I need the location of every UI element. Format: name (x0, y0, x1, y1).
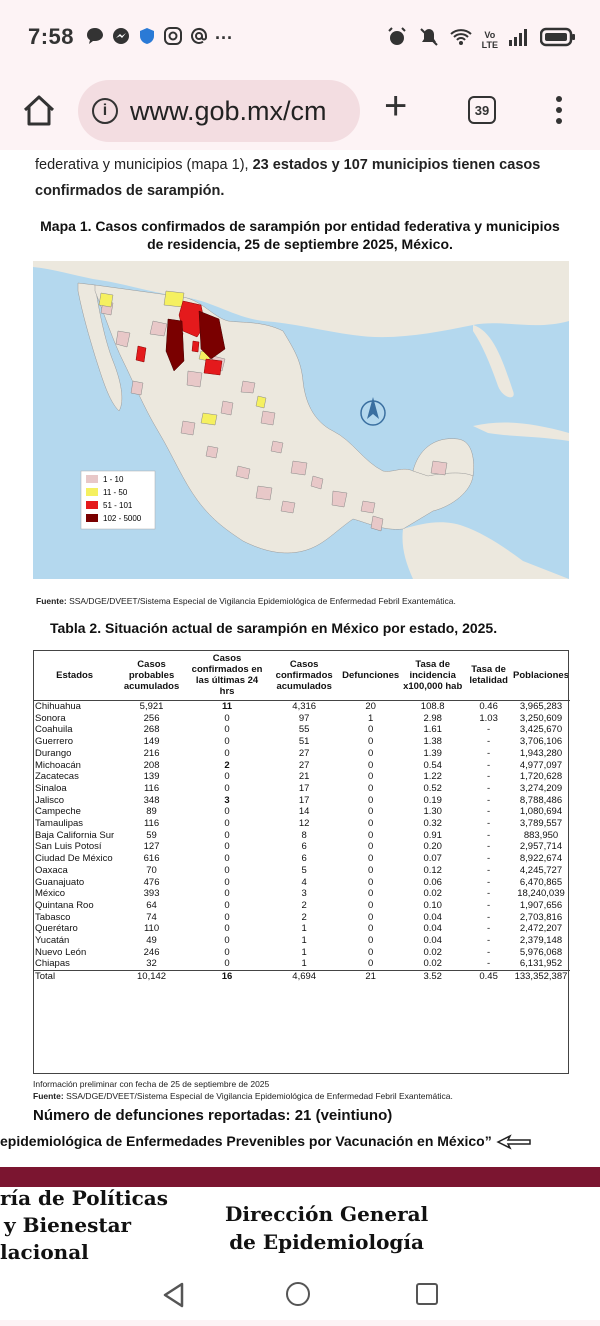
table-cell: - (487, 771, 491, 783)
table-cell: 6 (301, 853, 307, 865)
table-cell: Zacatecas (35, 771, 79, 783)
table-cell: 1.03 (479, 712, 498, 724)
chat-icon (85, 26, 105, 51)
table-row (33, 783, 570, 795)
table-cell: Yucatán (35, 935, 70, 947)
table-cell: - (487, 864, 491, 876)
table-cell: 20 (365, 701, 376, 712)
table-cell: 0 (224, 712, 230, 724)
table-cell: San Luis Potosí (35, 841, 102, 853)
table-row (33, 900, 570, 912)
recents-button[interactable] (416, 1283, 438, 1305)
table-cell: 1.30 (423, 806, 442, 818)
status-time: 7:58 (28, 24, 75, 49)
table-cell: 133,352,387 (512, 971, 570, 983)
table-cell: - (487, 911, 491, 923)
table-cell: 5,976,068 (519, 946, 563, 958)
table-cell: 6,131,952 (519, 958, 563, 970)
table-cell: 0.02 (423, 888, 442, 900)
table-cell: 0.91 (423, 829, 442, 841)
home-button[interactable] (20, 92, 58, 130)
table-cell: 1,907,656 (519, 899, 563, 911)
table-header-cell: Casos probables acumulados (116, 650, 187, 701)
table-cell: 4,694 (267, 971, 341, 983)
table-cell: 0 (224, 946, 230, 958)
legend-swatch-1 (86, 475, 98, 483)
table-cell: 1 (301, 958, 307, 970)
table-cell: 21 (298, 771, 310, 783)
table-cell: 1.38 (423, 736, 442, 748)
table-cell: - (487, 782, 491, 794)
table-cell: 0 (224, 899, 230, 911)
address-bar[interactable] (78, 80, 360, 142)
table-row (33, 841, 570, 853)
table-cell: 0 (368, 818, 374, 830)
table-cell: - (487, 935, 491, 947)
table-cell: 8,788,486 (519, 794, 563, 806)
table-cell: 4,316 (292, 701, 317, 712)
table-row (33, 818, 570, 830)
table-cell: Baja California Sur (35, 829, 115, 841)
table-cell: 0 (368, 771, 374, 783)
table-cell: 1 (301, 935, 307, 947)
table-cell: 0.19 (423, 794, 442, 806)
table-cell: 0 (368, 899, 374, 911)
table-cell: 0 (368, 736, 374, 748)
status-bar (0, 0, 600, 74)
table-cell: 27 (298, 759, 310, 771)
table-cell: 51 (298, 736, 310, 748)
table-cell: 14 (298, 806, 310, 818)
table-cell: 883,950 (523, 829, 559, 841)
table-row (33, 760, 570, 772)
system-nav-bar (0, 1262, 600, 1326)
table-cell: Coahuila (35, 724, 73, 736)
table-row (33, 935, 570, 947)
table-cell: 27 (298, 747, 310, 759)
table-cell: 10,142 (116, 971, 187, 983)
table-cell: 8,922,674 (519, 853, 563, 865)
table-cell: Campeche (35, 806, 81, 818)
table-cell: 2,472,207 (519, 923, 563, 935)
table-cell: 32 (146, 958, 157, 970)
table-cell: 59 (146, 829, 157, 841)
table-cell: 0 (224, 829, 230, 841)
intro-prefix: federativa y municipios (mapa 1), (35, 157, 253, 173)
measles-map (33, 261, 569, 579)
table-cell: 0.04 (423, 923, 442, 935)
table-cell: 616 (143, 853, 160, 865)
table-cell: Jalisco (35, 794, 65, 806)
legend-label-3: 51 - 101 (103, 501, 133, 510)
footer-left-text: ría de Políticas y Bienestar lacional (0, 1186, 168, 1264)
table-cell: 0 (368, 759, 374, 771)
page-content (0, 150, 600, 1320)
table-cell: 0.07 (423, 853, 442, 865)
table-cell: Durango (35, 747, 72, 759)
table-cell: 208 (143, 759, 160, 771)
alarm-icon (386, 26, 408, 53)
legend-label-1: 1 - 10 (103, 475, 124, 484)
table-cell: 3,425,670 (519, 724, 563, 736)
table-cell: 0.06 (423, 876, 442, 888)
table-cell: 0 (368, 935, 374, 947)
footer-right-text: Dirección General de Epidemiología (225, 1202, 429, 1254)
table-header-cell: Casos confirmados acumulados (267, 650, 341, 701)
table-cell: - (487, 829, 491, 841)
table-cell: 0.32 (423, 818, 442, 830)
table-cell: 0.54 (423, 759, 442, 771)
table-cell: 0 (368, 806, 374, 818)
table-header-cell: Poblaciones (512, 650, 570, 701)
table-cell: - (487, 818, 491, 830)
table-cell: - (487, 853, 491, 865)
map-title: Mapa 1. Casos confirmados de sarampión por entidad federativa y municipios de residencia, 25 de septiembre 2025, México. (40, 218, 560, 252)
table-cell: 0 (368, 946, 374, 958)
table-cell: - (487, 841, 491, 853)
table-row (33, 958, 570, 970)
table-cell: 2,957,714 (519, 841, 563, 853)
table-cell: 16 (187, 971, 267, 983)
table-cell: 0 (368, 853, 374, 865)
table-cell: 0.04 (423, 935, 442, 947)
map-legend (81, 471, 155, 529)
table-cell: 0.52 (423, 782, 442, 794)
table-cell: 348 (143, 794, 160, 806)
notification-icons (85, 26, 233, 51)
table-row (33, 888, 570, 900)
footer-band (0, 1167, 600, 1187)
table-cell: - (487, 923, 491, 935)
legend-label-4: 102 - 5000 (103, 514, 142, 523)
table-row (33, 947, 570, 959)
url-text[interactable]: www.gob.mx/cm (130, 95, 327, 126)
table-cell: 1,943,280 (519, 747, 563, 759)
table-cell: 0.02 (423, 958, 442, 970)
back-button[interactable] (162, 1282, 186, 1313)
table-cell: 0 (368, 794, 374, 806)
table-cell: - (487, 876, 491, 888)
table-cell: 1,720,628 (519, 771, 563, 783)
table-cell: 4 (301, 876, 307, 888)
table-cell: 0.04 (423, 911, 442, 923)
table-cell: 110 (143, 923, 160, 935)
table-cell: Ciudad De México (35, 853, 113, 865)
table-cell: 17 (298, 782, 310, 794)
table-cell: 89 (146, 806, 157, 818)
table-row (33, 853, 570, 865)
table-cell: 3,789,557 (519, 818, 563, 830)
table-header-cell: Tasa de incidencia x100,000 hab (400, 650, 465, 701)
table-cell: 70 (146, 864, 157, 876)
table-cell: 0 (224, 806, 230, 818)
table-cell: - (487, 724, 491, 736)
table-body (33, 701, 570, 983)
intro-bold: 23 estados y 107 municipios tienen casos confirmados de sarampión. (35, 157, 541, 199)
table-cell: Sonora (35, 712, 66, 724)
table-row (33, 806, 570, 818)
table-row (33, 877, 570, 889)
legend-swatch-4 (86, 514, 98, 522)
cursor-arrow-icon (496, 1134, 532, 1150)
table-cell: 2 (224, 759, 230, 771)
table-cell: Chiapas (35, 958, 70, 970)
table-cell: 0 (224, 782, 230, 794)
at-icon (189, 26, 209, 51)
table-cell: 0 (224, 747, 230, 759)
battery-icon (540, 27, 576, 52)
table-cell: 0 (224, 853, 230, 865)
table-cell: 3,706,106 (519, 736, 563, 748)
mute-icon (418, 26, 440, 53)
table-cell: 3,965,283 (519, 701, 563, 712)
table-row (33, 865, 570, 877)
home-nav-button[interactable] (286, 1282, 310, 1306)
more-notifications-icon: ··· (215, 28, 233, 48)
table-cell: 256 (143, 712, 160, 724)
table-cell: 5,921 (139, 701, 164, 712)
table-cell: 0 (368, 724, 374, 736)
table-cell: 0 (224, 771, 230, 783)
instagram-icon (163, 26, 183, 51)
legend-swatch-2 (86, 488, 98, 496)
table-cell: 2,703,816 (519, 911, 563, 923)
table-cell: 0 (224, 724, 230, 736)
table-cell: 0 (368, 841, 374, 853)
table-cell: - (487, 899, 491, 911)
measles-table (33, 650, 570, 983)
table-row (33, 830, 570, 842)
table-cell: 1.39 (423, 747, 442, 759)
table-cell: 3 (301, 888, 307, 900)
lte-top-label: Vo (484, 29, 496, 40)
table-row (33, 736, 570, 748)
table-cell: Michoacán (35, 759, 81, 771)
table-row (33, 701, 570, 713)
table-cell: 0 (368, 782, 374, 794)
table-cell: 0 (368, 864, 374, 876)
table-cell: 0 (224, 864, 230, 876)
table-cell: Nuevo León (35, 946, 87, 958)
table-note: Información preliminar con fecha de 25 de septiembre de 2025 (33, 1079, 270, 1089)
map-source: Fuente: SSA/DGE/DVEET/Sistema Especial de Vigilancia Epidemiológica de Enfermedad Febril Exantemática. (36, 596, 456, 606)
table-cell: 17 (298, 794, 310, 806)
table-cell: 3,274,209 (519, 782, 563, 794)
table-row (33, 771, 570, 783)
table-cell: Tabasco (35, 911, 71, 923)
deaths-heading: Número de defunciones reportadas: 21 (veintiuno) (33, 1107, 393, 1124)
table-cell: 0 (368, 923, 374, 935)
table-cell: Guanajuato (35, 876, 85, 888)
table-cell: 0.02 (423, 946, 442, 958)
table-cell: - (487, 747, 491, 759)
signal-icon (508, 28, 530, 51)
table-total-row (33, 971, 570, 983)
table-cell: - (487, 806, 491, 818)
table-row (33, 795, 570, 807)
table-cell: 393 (143, 888, 160, 900)
table-cell: 0.12 (423, 864, 442, 876)
table-cell: Querétaro (35, 923, 78, 935)
table-cell: 12 (298, 818, 310, 830)
table-cell: 55 (298, 724, 310, 736)
new-tab-button[interactable]: + (384, 84, 408, 128)
table-cell: 149 (143, 736, 160, 748)
table-cell: Sinaloa (35, 782, 67, 794)
table-header-cell: Tasa de letalidad (465, 650, 512, 701)
legend-swatch-3 (86, 501, 98, 509)
table-cell: - (487, 794, 491, 806)
table-cell: 268 (143, 724, 160, 736)
table-row (33, 912, 570, 924)
back-icon (162, 1282, 186, 1308)
table-cell: 1 (301, 946, 307, 958)
table-cell: 18,240,039 (517, 888, 565, 900)
table-cell: 1.61 (423, 724, 442, 736)
table-cell: 0.46 (479, 701, 498, 712)
table-cell: - (487, 736, 491, 748)
lte-bottom-label: LTE (481, 39, 498, 50)
table-cell: 0 (224, 888, 230, 900)
table-cell: 0 (368, 888, 374, 900)
table-cell: 0 (224, 736, 230, 748)
table-cell: - (487, 946, 491, 958)
table-cell: 0 (368, 747, 374, 759)
table-cell: 4,977,097 (519, 759, 563, 771)
table-cell: 116 (143, 782, 160, 794)
table-cell: México (35, 888, 66, 900)
table-cell: 11 (222, 701, 233, 712)
table-cell: 6 (301, 841, 307, 853)
table-cell: 5 (301, 864, 307, 876)
table-row (33, 724, 570, 736)
tab-switcher-button[interactable]: 39 (468, 96, 496, 124)
table-cell: 8 (301, 829, 307, 841)
table-cell: 4,245,727 (519, 864, 563, 876)
table-cell: 2.98 (423, 712, 442, 724)
intro-paragraph (35, 152, 595, 204)
table-row (33, 923, 570, 935)
table-cell: 6,470,865 (519, 876, 563, 888)
table-cell: 3.52 (400, 971, 465, 983)
table-cell: 1 (301, 923, 307, 935)
table-header-row (33, 650, 570, 701)
table-row (33, 713, 570, 725)
table-cell: 0 (368, 911, 374, 923)
table-row (33, 748, 570, 760)
table-cell: 476 (143, 876, 160, 888)
table-cell: Tamaulipas (35, 818, 84, 830)
system-icons (386, 26, 576, 53)
table-cell: 0.45 (465, 971, 512, 983)
table-cell: 116 (143, 818, 160, 830)
table-cell: 0 (224, 923, 230, 935)
table-cell: Guerrero (35, 736, 74, 748)
table-source: Fuente: SSA/DGE/DVEET/Sistema Especial de Vigilancia Epidemiológica de Enfermedad Febril Exantemática. (33, 1091, 453, 1101)
table-cell: 64 (146, 899, 157, 911)
table-cell: 216 (143, 747, 160, 759)
shield-icon (137, 26, 157, 51)
table-cell: 1 (368, 712, 374, 724)
table-cell: - (487, 958, 491, 970)
table-title: Tabla 2. Situación actual de sarampión en México por estado, 2025. (50, 620, 498, 636)
table-cell: Quintana Roo (35, 899, 94, 911)
wifi-icon (450, 27, 472, 52)
table-cell: 3,250,609 (519, 712, 563, 724)
table-cell: 2 (301, 899, 307, 911)
table-cell: 0.20 (423, 841, 442, 853)
table-cell: - (487, 888, 491, 900)
program-link-text[interactable]: epidemiológica de Enfermedades Prevenibles por Vacunación en México” (0, 1133, 532, 1150)
table-cell: - (487, 759, 491, 771)
table-cell: 21 (341, 971, 400, 983)
table-cell: 246 (143, 946, 160, 958)
table-cell: 0 (224, 911, 230, 923)
legend-label-2: 11 - 50 (103, 488, 128, 497)
table-cell: 0 (368, 876, 374, 888)
table-cell: 0.10 (423, 899, 442, 911)
table-cell: 0 (368, 829, 374, 841)
table-cell: 108.8 (420, 701, 445, 712)
table-cell: 0 (224, 841, 230, 853)
home-icon (20, 92, 58, 130)
table-header-cell: Estados (33, 650, 116, 701)
lte-icon (482, 30, 498, 50)
table-header-cell: Casos confirmados en las últimas 24 hrs (187, 650, 267, 701)
table-header-cell: Defunciones (341, 650, 400, 701)
table-cell: 3 (224, 794, 230, 806)
messenger-icon (111, 26, 131, 51)
table-cell: 0 (224, 876, 230, 888)
table-cell: Total (33, 971, 116, 983)
table-cell: 0 (224, 935, 230, 947)
table-cell: 49 (146, 935, 157, 947)
table-cell: 2,379,148 (519, 935, 563, 947)
overflow-menu-button[interactable] (556, 96, 564, 129)
site-info-icon[interactable]: i (92, 98, 118, 124)
table-cell: 1.22 (423, 771, 442, 783)
table-cell: 0 (224, 958, 230, 970)
table-cell: Chihuahua (35, 701, 81, 712)
browser-toolbar (0, 74, 600, 150)
table-cell: 127 (143, 841, 160, 853)
table-cell: 139 (143, 771, 160, 783)
table-cell: 74 (146, 911, 157, 923)
table-cell: Oaxaca (35, 864, 68, 876)
table-cell: 97 (298, 712, 310, 724)
table-cell: 0 (368, 958, 374, 970)
table-cell: 0 (224, 818, 230, 830)
table-cell: 1,080,694 (519, 806, 563, 818)
table-cell: 2 (301, 911, 307, 923)
